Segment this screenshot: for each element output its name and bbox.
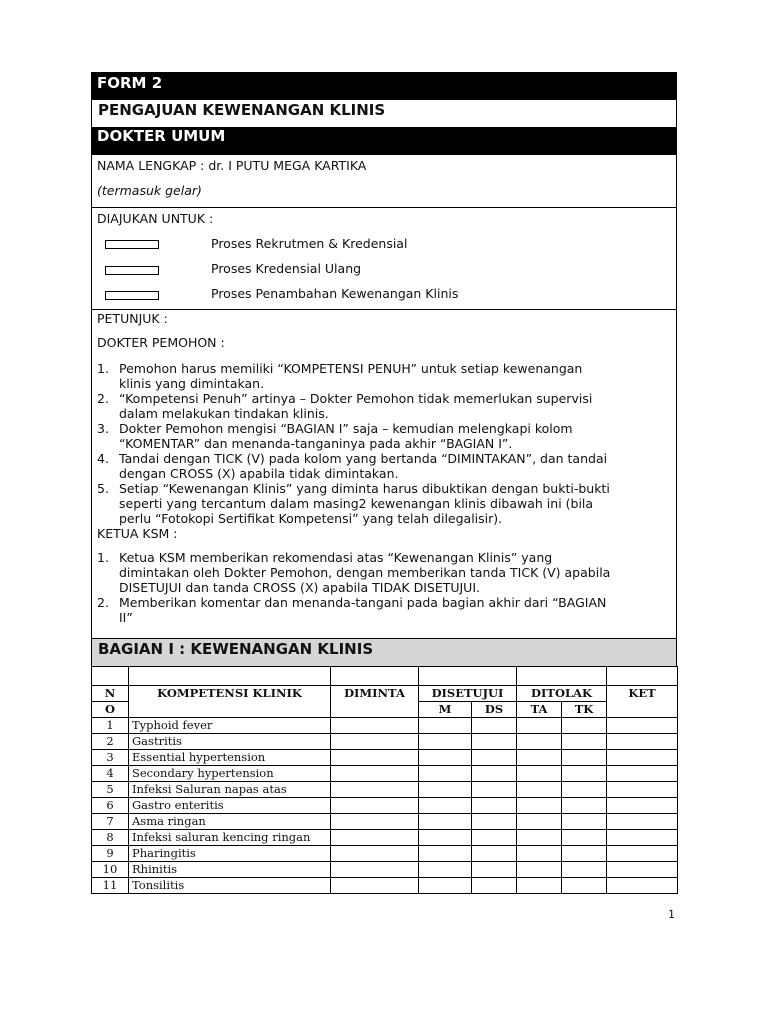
ket-cell[interactable] — [607, 782, 678, 798]
table-spacer-row — [92, 667, 678, 686]
m-cell[interactable] — [419, 862, 472, 878]
row-number: 9 — [92, 846, 129, 862]
ket-cell[interactable] — [607, 798, 678, 814]
list-item: 4. Tandai dengan TICK (V) pada kolom yang bertanda “DIMINTAKAN”, dan tandai dengan CROSS (X) apabila tidak dimintakan. — [97, 451, 608, 481]
diminta-cell[interactable] — [331, 766, 419, 782]
diminta-cell[interactable] — [331, 814, 419, 830]
competency-name: Asma ringan — [129, 814, 331, 830]
competency-name: Secondary hypertension — [129, 766, 331, 782]
row-number: 6 — [92, 798, 129, 814]
header-no-bottom: O — [92, 702, 129, 718]
list-item: 2. Memberikan komentar dan menanda-tangani pada bagian akhir dari “BAGIAN II” — [97, 595, 607, 625]
m-cell[interactable] — [419, 846, 472, 862]
form-title: PENGAJUAN KEWENANGAN KLINIS — [98, 101, 386, 119]
ksm-instructions-heading: KETUA KSM : — [97, 526, 178, 541]
tk-cell[interactable] — [562, 798, 607, 814]
competency-name: Infeksi Saluran napas atas — [129, 782, 331, 798]
table-row — [92, 846, 678, 862]
tk-cell[interactable] — [562, 814, 607, 830]
ds-cell[interactable] — [472, 782, 517, 798]
tk-cell[interactable] — [562, 734, 607, 750]
competency-name: Gastritis — [129, 734, 331, 750]
m-cell[interactable] — [419, 718, 472, 734]
option-penambahan: Proses Penambahan Kewenangan Klinis — [211, 286, 459, 301]
page-number: 1 — [668, 908, 675, 921]
row-number: 4 — [92, 766, 129, 782]
ds-cell[interactable] — [472, 814, 517, 830]
diminta-cell[interactable] — [331, 862, 419, 878]
tk-cell[interactable] — [562, 718, 607, 734]
table-row — [92, 718, 678, 734]
tk-cell[interactable] — [562, 782, 607, 798]
ta-cell[interactable] — [517, 846, 562, 862]
ds-cell[interactable] — [472, 878, 517, 894]
table-row — [92, 830, 678, 846]
header-diminta: DIMINTA — [331, 686, 419, 718]
section-title-bar — [91, 638, 677, 666]
ket-cell[interactable] — [607, 878, 678, 894]
form-title-frame — [91, 100, 677, 127]
m-cell[interactable] — [419, 782, 472, 798]
form-label: FORM 2 — [97, 74, 163, 92]
table-row — [92, 750, 678, 766]
checkbox-penambahan[interactable] — [105, 291, 159, 300]
row-number: 8 — [92, 830, 129, 846]
diminta-cell[interactable] — [331, 782, 419, 798]
row-number: 2 — [92, 734, 129, 750]
table-row — [92, 766, 678, 782]
header-m: M — [419, 702, 472, 718]
form-subtitle-bar — [91, 127, 677, 155]
tk-cell[interactable] — [562, 750, 607, 766]
diminta-cell[interactable] — [331, 846, 419, 862]
diminta-cell[interactable] — [331, 750, 419, 766]
form-subtitle: DOKTER UMUM — [97, 127, 226, 145]
checkbox-rekrutmen[interactable] — [105, 240, 159, 249]
ksm-instructions-list — [97, 550, 610, 625]
header-disetujui: DISETUJUI — [419, 686, 517, 702]
table-row — [92, 734, 678, 750]
header-ds: DS — [472, 702, 517, 718]
header-kompetensi: KOMPETENSI KLINIK — [129, 686, 331, 718]
submission-heading: DIAJUKAN UNTUK : — [97, 211, 214, 226]
row-number: 5 — [92, 782, 129, 798]
competency-name: Rhinitis — [129, 862, 331, 878]
applicant-name-note: (termasuk gelar) — [97, 183, 202, 198]
ta-cell[interactable] — [517, 734, 562, 750]
row-number: 3 — [92, 750, 129, 766]
competency-name: Essential hypertension — [129, 750, 331, 766]
table-row — [92, 878, 678, 894]
row-number: 10 — [92, 862, 129, 878]
competency-name: Gastro enteritis — [129, 798, 331, 814]
diminta-cell[interactable] — [331, 734, 419, 750]
competency-name: Tonsilitis — [129, 878, 331, 894]
header-no-top: N — [92, 686, 129, 702]
ket-cell[interactable] — [607, 734, 678, 750]
ket-cell[interactable] — [607, 846, 678, 862]
list-item: 5. Setiap “Kewenangan Klinis” yang diminta harus dibuktikan dengan bukti-bukti seperti yang tercantum dalam masing2 kewenangan klinis dibawah ini (bila perlu “Fotokopi Sertifikat Kompetensi” yang telah dilegalisir). — [97, 481, 610, 526]
ket-cell[interactable] — [607, 862, 678, 878]
competency-name: Infeksi saluran kencing ringan — [129, 830, 331, 846]
table-header-row — [92, 686, 678, 702]
list-item: 2. “Kompetensi Penuh” artinya – Dokter Pemohon tidak memerlukan supervisi dalam melakukan tindakan klinis. — [97, 391, 593, 421]
table-row — [92, 782, 678, 798]
applicant-instructions-list — [97, 361, 610, 526]
header-ta: TA — [517, 702, 562, 718]
row-number: 11 — [92, 878, 129, 894]
row-number: 7 — [92, 814, 129, 830]
m-cell[interactable] — [419, 766, 472, 782]
list-item: 1. Ketua KSM memberikan rekomendasi atas “Kewenangan Klinis” yang dimintakan oleh Dokter Pemohon, dengan memberikan tanda TICK (V) apabila DISETUJUI dan tanda CROSS (X) apabila TIDAK DISETUJUI. — [97, 550, 611, 595]
list-item: 3. Dokter Pemohon mengisi “BAGIAN I” saja – kemudian melengkapi kolom “KOMENTAR” dan menanda-tanganinya pada akhir “BAGIAN I”. — [97, 421, 573, 451]
ta-cell[interactable] — [517, 718, 562, 734]
competency-table — [91, 666, 678, 894]
m-cell[interactable] — [419, 814, 472, 830]
header-ket: KET — [607, 686, 678, 718]
header-ditolak: DITOLAK — [517, 686, 607, 702]
tk-cell[interactable] — [562, 766, 607, 782]
ket-cell[interactable] — [607, 718, 678, 734]
applicant-name: NAMA LENGKAP : dr. I PUTU MEGA KARTIKA — [97, 158, 367, 173]
ta-cell[interactable] — [517, 782, 562, 798]
form-label-bar — [91, 72, 677, 100]
diminta-cell[interactable] — [331, 878, 419, 894]
ta-cell[interactable] — [517, 814, 562, 830]
m-cell[interactable] — [419, 734, 472, 750]
competency-name: Pharingitis — [129, 846, 331, 862]
applicant-instructions-heading: DOKTER PEMOHON : — [97, 335, 225, 350]
header-tk: TK — [562, 702, 607, 718]
tk-cell[interactable] — [562, 878, 607, 894]
m-cell[interactable] — [419, 798, 472, 814]
m-cell[interactable] — [419, 878, 472, 894]
diminta-cell[interactable] — [331, 830, 419, 846]
tk-cell[interactable] — [562, 846, 607, 862]
list-item: 1. Pemohon harus memiliki “KOMPETENSI PENUH” untuk setiap kewenangan klinis yang dimintakan. — [97, 361, 583, 391]
table-row — [92, 862, 678, 878]
row-number: 1 — [92, 718, 129, 734]
ds-cell[interactable] — [472, 750, 517, 766]
diminta-cell[interactable] — [331, 718, 419, 734]
ds-cell[interactable] — [472, 798, 517, 814]
ds-cell[interactable] — [472, 718, 517, 734]
ds-cell[interactable] — [472, 846, 517, 862]
instructions-heading: PETUNJUK : — [97, 311, 168, 326]
option-kredensial-ulang: Proses Kredensial Ulang — [211, 261, 362, 276]
section-title: BAGIAN I : KEWENANGAN KLINIS — [98, 640, 374, 658]
ta-cell[interactable] — [517, 830, 562, 846]
ta-cell[interactable] — [517, 750, 562, 766]
ta-cell[interactable] — [517, 798, 562, 814]
ket-cell[interactable] — [607, 750, 678, 766]
table-row — [92, 814, 678, 830]
ds-cell[interactable] — [472, 830, 517, 846]
ds-cell[interactable] — [472, 734, 517, 750]
ta-cell[interactable] — [517, 766, 562, 782]
ta-cell[interactable] — [517, 878, 562, 894]
ta-cell[interactable] — [517, 862, 562, 878]
checkbox-kredensial-ulang[interactable] — [105, 266, 159, 275]
ds-cell[interactable] — [472, 766, 517, 782]
diminta-cell[interactable] — [331, 798, 419, 814]
ket-cell[interactable] — [607, 830, 678, 846]
ds-cell[interactable] — [472, 862, 517, 878]
tk-cell[interactable] — [562, 830, 607, 846]
m-cell[interactable] — [419, 750, 472, 766]
tk-cell[interactable] — [562, 862, 607, 878]
m-cell[interactable] — [419, 830, 472, 846]
option-rekrutmen: Proses Rekrutmen & Kredensial — [211, 236, 408, 251]
competency-name: Typhoid fever — [129, 718, 331, 734]
ket-cell[interactable] — [607, 814, 678, 830]
ket-cell[interactable] — [607, 766, 678, 782]
table-row — [92, 798, 678, 814]
